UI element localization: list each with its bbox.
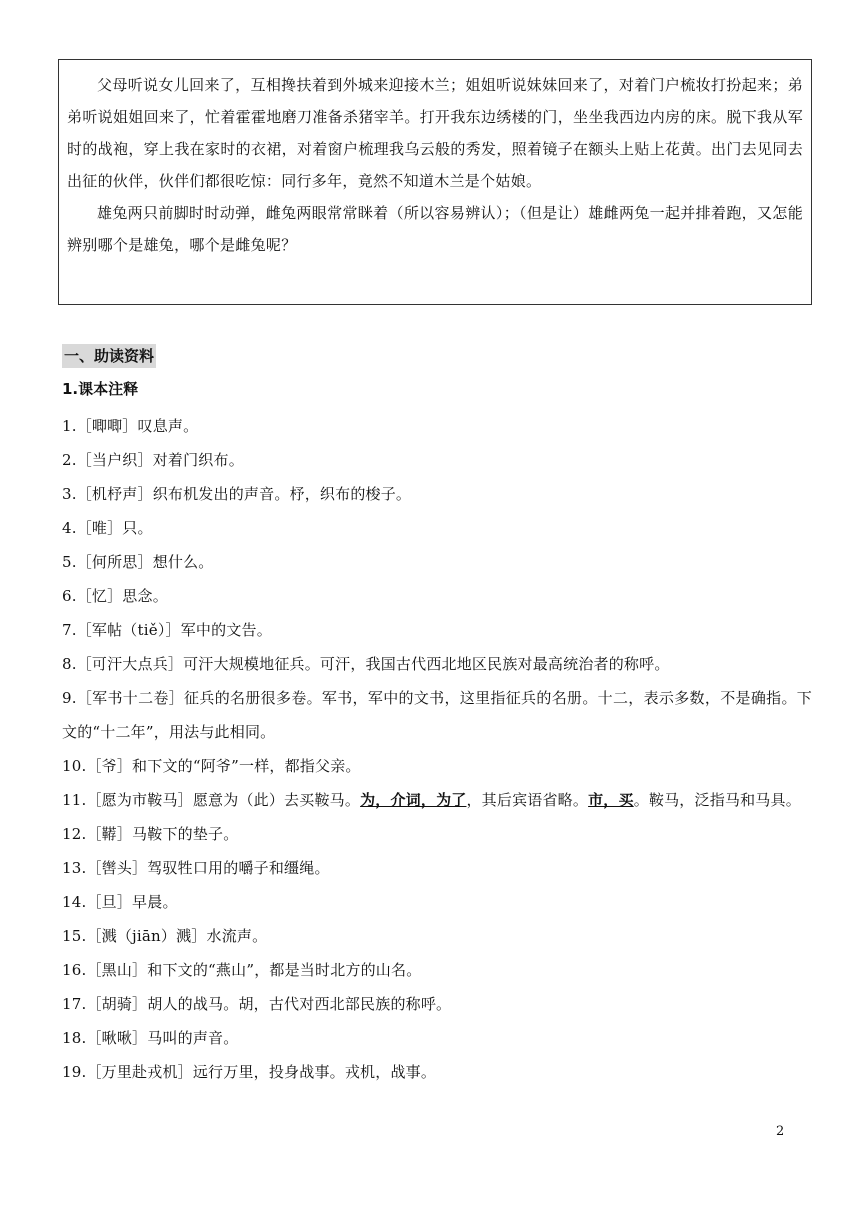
note-item: 18.［啾啾］马叫的声音。 <box>62 1029 239 1047</box>
note-item: 9.［军书十二卷］征兵的名册很多卷。军书，军中的文书，这里指征兵的名册。十二，表示多数，不是确指。下文的“十二年”，用法与此相同。 <box>62 689 812 741</box>
note-text: ，其后宾语省略。 <box>466 791 589 809</box>
note-item: 2.［当户织］对着门织布。 <box>62 451 244 469</box>
note-item: 13.［辔头］驾驭牲口用的嚼子和缰绳。 <box>62 859 330 877</box>
note-item: 14.［旦］早晨。 <box>62 893 178 911</box>
translation-paragraph: 父母听说女儿回来了，互相搀扶着到外城来迎接木兰；姐姐听说妹妹回来了，对着门户梳妆打扮起来；弟弟听说姐姐回来了，忙着霍霍地磨刀准备杀猪宰羊。打开我东边绣楼的门，坐坐我西边内房的床。脱下我从军时的战袍，穿上我在家时的衣裙，对着窗户梳理我乌云般的秀发，照着镜子在额头上贴上花黄。出门去见同去出征的伙伴，伙伴们都很吃惊：同行多年，竟然不知道木兰是个姑娘。 <box>67 76 803 190</box>
note-item: 7.［军帖（tiě）］军中的文告。 <box>62 621 272 639</box>
emphasized-text: 为，介词，为了 <box>360 791 467 809</box>
note-item <box>62 783 812 817</box>
note-item: 6.［忆］思念。 <box>62 587 168 605</box>
note-item: 1.［唧唧］叹息声。 <box>62 417 199 435</box>
note-item: 15.［溅（jiān）溅］水流声。 <box>62 927 268 945</box>
notes-list <box>62 409 812 1089</box>
note-text: 。鞍马，泛指马和马具。 <box>633 791 801 809</box>
note-item: 16.［黑山］和下文的“燕山”，都是当时北方的山名。 <box>62 961 422 979</box>
note-item: 10.［爷］和下文的“阿爷”一样，都指父亲。 <box>62 757 361 775</box>
sub-heading: 1.课本注释 <box>62 380 139 398</box>
translation-paragraph: 雄兔两只前脚时时动弹，雌兔两眼常常眯着（所以容易辨认）；（但是让）雄雌两兔一起并排着跑，又怎能辨别哪个是雄兔，哪个是雌兔呢？ <box>67 204 803 254</box>
note-item: 3.［机杼声］织布机发出的声音。杼，织布的梭子。 <box>62 485 412 503</box>
note-item: 12.［鞯］马鞍下的垫子。 <box>62 825 239 843</box>
note-item: 17.［胡骑］胡人的战马。胡，古代对西北部民族的称呼。 <box>62 995 452 1013</box>
page-number: 2 <box>776 1124 785 1139</box>
note-text: 11.［愿为市鞍马］愿意为（此）去买鞍马。 <box>62 791 361 809</box>
note-item: 4.［唯］只。 <box>62 519 153 537</box>
note-item: 5.［何所思］想什么。 <box>62 553 214 571</box>
note-item: 8.［可汗大点兵］可汗大规模地征兵。可汗，我国古代西北地区民族对最高统治者的称呼。 <box>62 655 670 673</box>
translation-box <box>58 59 812 305</box>
note-item: 19.［万里赴戎机］远行万里，投身战事。戎机，战事。 <box>62 1063 437 1081</box>
emphasized-text: 市，买 <box>588 791 634 809</box>
section-heading: 一、助读资料 <box>62 344 156 368</box>
